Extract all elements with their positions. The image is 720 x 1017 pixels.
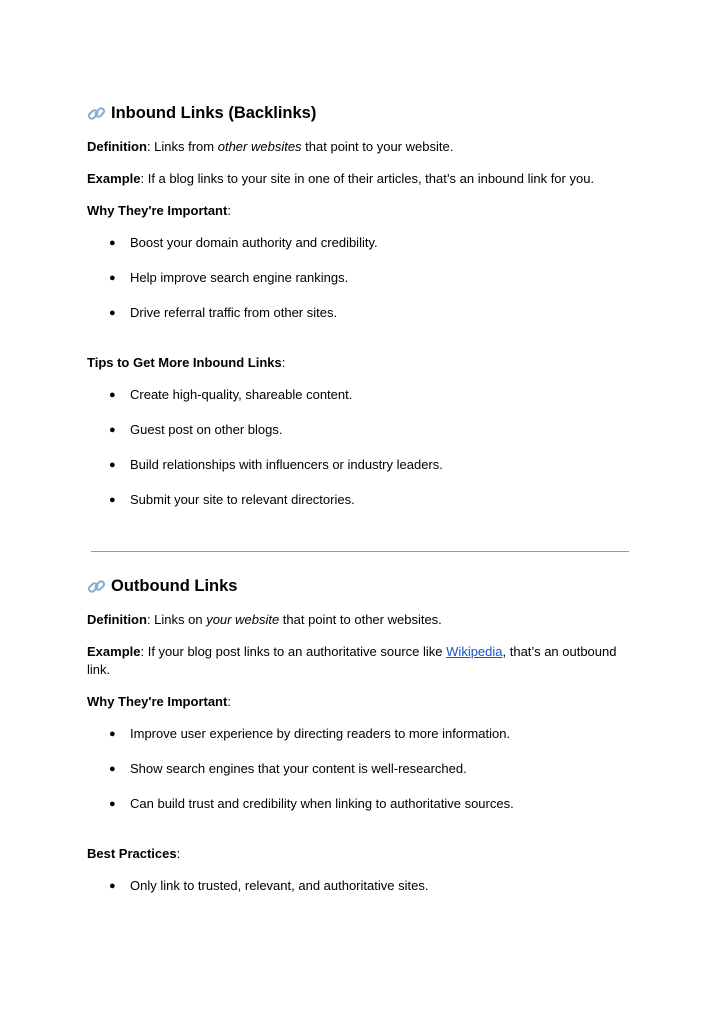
definition-text: : Links on xyxy=(146,612,207,627)
bullet-icon: ● xyxy=(109,798,116,810)
definition-text: : Links from xyxy=(146,139,218,154)
inbound-tips-label xyxy=(87,354,632,372)
list-item-text: Improve user experience by directing readers to more information. xyxy=(130,726,511,741)
why-colon: : xyxy=(227,203,231,218)
inbound-why-label xyxy=(87,202,632,220)
bullet-icon: ● xyxy=(109,459,116,471)
list-item-text: Help improve search engine rankings. xyxy=(130,270,349,285)
outbound-heading xyxy=(87,576,237,596)
horizontal-divider xyxy=(91,551,629,552)
list-item-text: Drive referral traffic from other sites. xyxy=(130,305,338,320)
best-practices-colon: : xyxy=(176,846,181,861)
definition-label: Definition xyxy=(87,139,147,154)
example-text: : If a blog links to your site in one of their articles, that’s an inbound link for you. xyxy=(140,171,595,186)
why-label: Why They're Important xyxy=(87,694,228,709)
definition-label: Definition xyxy=(87,612,147,627)
example-label: Example xyxy=(87,171,141,186)
inbound-heading xyxy=(87,103,316,123)
outbound-heading-text: Outbound Links xyxy=(111,577,238,595)
bullet-icon: ● xyxy=(109,389,116,401)
definition-text-end: that point to your website. xyxy=(301,139,454,154)
bullet-icon: ● xyxy=(109,763,116,775)
outbound-why-label xyxy=(87,693,632,711)
list-item-text: Create high-quality, shareable content. xyxy=(130,387,353,402)
tips-label: Tips to Get More Inbound Links xyxy=(87,355,282,370)
bullet-icon: ● xyxy=(109,237,116,249)
best-practices-label: Best Practices xyxy=(87,846,177,861)
outbound-example xyxy=(87,643,632,679)
inbound-definition xyxy=(87,138,632,156)
tips-colon: : xyxy=(281,355,286,370)
list-item-text: Can build trust and credibility when linking to authoritative sources. xyxy=(130,796,514,811)
example-text-end: , that’s an outbound link. xyxy=(87,644,617,677)
bullet-icon: ● xyxy=(109,494,116,506)
outbound-definition xyxy=(87,611,632,629)
list-item-text: Only link to trusted, relevant, and authoritative sites. xyxy=(130,878,429,893)
list-item-text: Guest post on other blogs. xyxy=(130,422,283,437)
link-icon xyxy=(87,104,106,123)
definition-emphasis: your website xyxy=(206,612,280,627)
outbound-best-practices-label xyxy=(87,845,632,863)
list-item-text: Submit your site to relevant directories. xyxy=(130,492,355,507)
why-colon: : xyxy=(227,694,231,709)
list-item-text: Build relationships with influencers or industry leaders. xyxy=(130,457,443,472)
definition-text-end: that point to other websites. xyxy=(279,612,442,627)
example-label: Example xyxy=(87,644,141,659)
wikipedia-link[interactable]: Wikipedia xyxy=(446,644,503,659)
example-text: : If your blog post links to an authoritative source like xyxy=(140,644,447,659)
inbound-heading-text: Inbound Links (Backlinks) xyxy=(111,104,317,122)
bullet-icon: ● xyxy=(109,307,116,319)
definition-emphasis: other websites xyxy=(217,139,302,154)
link-icon xyxy=(87,577,106,596)
list-item-text: Boost your domain authority and credibility. xyxy=(130,235,378,250)
bullet-icon: ● xyxy=(109,728,116,740)
list-item-text: Show search engines that your content is well-researched. xyxy=(130,761,467,776)
bullet-icon: ● xyxy=(109,880,116,892)
why-label: Why They're Important xyxy=(87,203,228,218)
bullet-icon: ● xyxy=(109,272,116,284)
inbound-example xyxy=(87,170,632,188)
bullet-icon: ● xyxy=(109,424,116,436)
